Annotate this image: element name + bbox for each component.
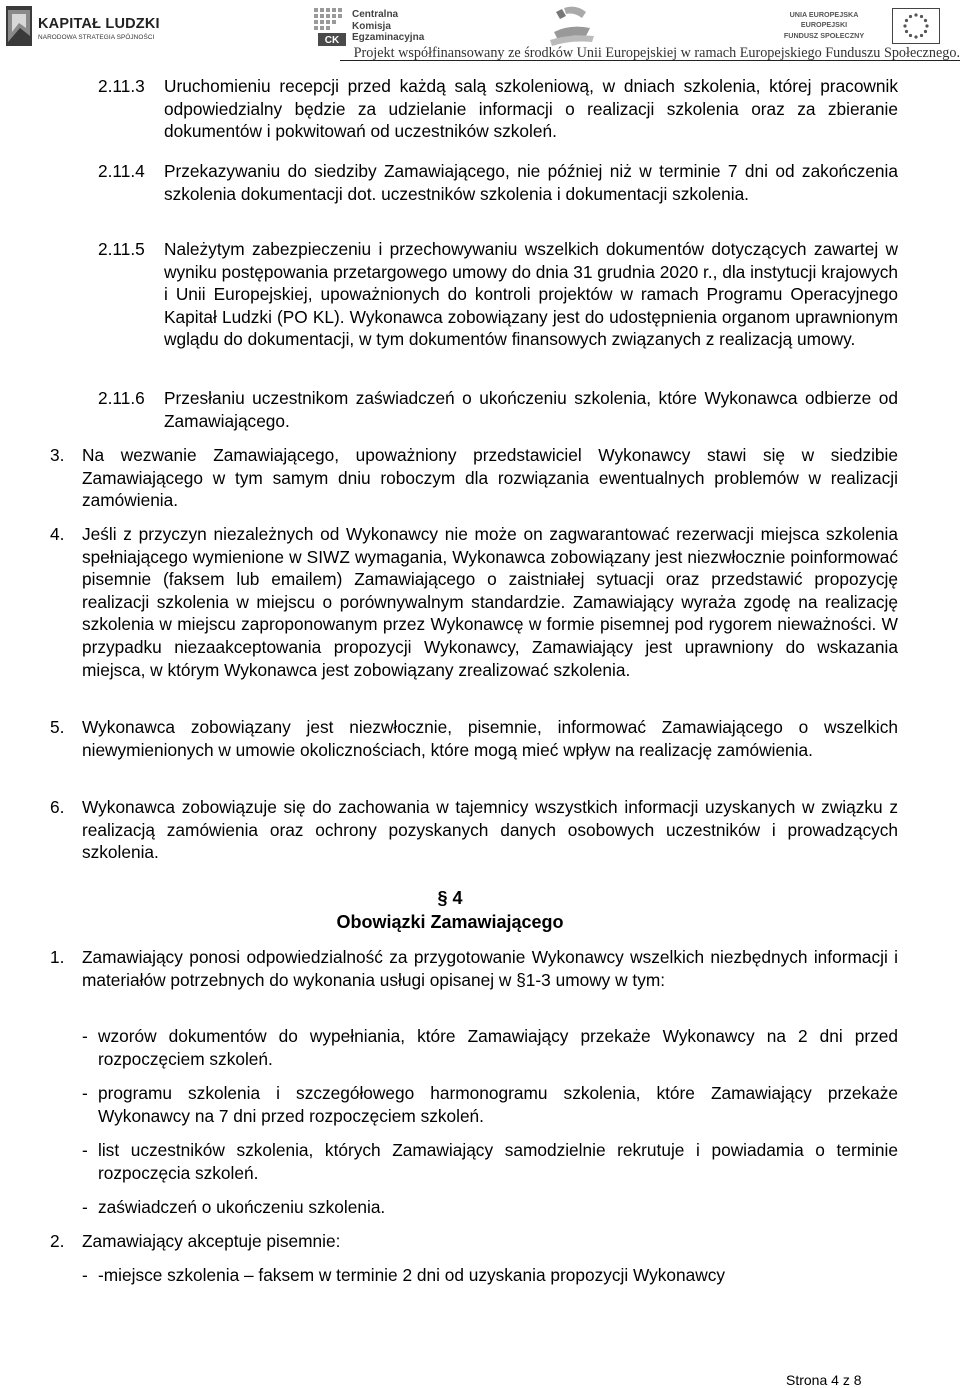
bullet-item: programu szkolenia i szczegółowego harmonogramu szkolenia, które Zamawiający przekaże Wykonawcy na 7 dni przed rozpoczęciem szkoleń. <box>98 1083 898 1126</box>
paragraph-number-5: 5. <box>50 717 65 737</box>
paragraph-number-3: 3. <box>50 445 65 465</box>
paragraph-text-5: Wykonawca zobowiązany jest niezwłocznie, pisemnie, informować Zamawiającego o wszelkich niewymienionych w umowie okolicznościach, które mogą mieć wpływ na realizację zamówienia. <box>82 717 898 760</box>
paragraph-number-4: 4. <box>50 524 65 544</box>
bullet-dash: - <box>82 1265 88 1285</box>
item-number-2-11-5: 2.11.5 <box>98 239 145 259</box>
bullet-item: list uczestników szkolenia, których Zamawiający samodzielnie rekrutuje i powiadamia o terminie rozpoczęcia szkoleń. <box>98 1140 898 1183</box>
bullet-item: zaświadczeń o ukończeniu szkolenia. <box>98 1197 386 1217</box>
project-cofinancing-line: Projekt współfinansowany ze środków Unii Europejskiej w ramach Europejskiego Funduszu Społecznego. <box>353 45 960 61</box>
bullet-item: wzorów dokumentów do wypełniania, które Zamawiający przekaże Wykonawcy na 2 dni przed rozpoczęciem szkoleń. <box>98 1026 898 1069</box>
cke-line-2: Komisja <box>352 20 391 32</box>
item-number-2-11-4: 2.11.4 <box>98 161 145 181</box>
eu-line-2: EUROPEJSKI <box>800 20 848 30</box>
item-text-2-11-5: Należytym zabezpieczeniu i przechowywaniu wszelkich dokumentów dotyczących zawartej w wyniku postępowania przetargowego umowy do dnia 31 grudnia 2020 r., dla instytucji krajowych i Unii Europejskiej, upoważnionych do kontroli projektów w ramach Programu Operacyjnego Kapitał Ludzki (PO KL). Wykonawca zobowiązany jest do udostępnienia organom uprawnionym wglądu do dokumentacji, w tym dokumentów finansowych związanych z realizacją umowy. <box>164 239 898 350</box>
section-number: § 4 <box>437 888 463 908</box>
kapital-ludzki-subtitle: NARODOWA STRATEGIA SPÓJNOŚCI <box>38 34 155 41</box>
bullet-dash: - <box>82 1140 88 1160</box>
section-paragraph-number-2: 2. <box>50 1231 65 1251</box>
item-number-2-11-3: 2.11.3 <box>98 76 145 96</box>
bullet-dash: - <box>82 1026 88 1046</box>
paragraph-number-6: 6. <box>50 797 65 817</box>
paragraph-text-4: Jeśli z przyczyn niezależnych od Wykonawcy nie może on zagwarantować rezerwacji miejsca szkolenia spełniającego wymienione w SIWZ wymagania, Wykonawca zobowiązany jest niezwłocznie poinformować pisemnie (faksem lub emailem) Zamawiającego o zaistniałej sytuacji oraz przedstawić propozycję realizacji szkolenia w miejscu o porównywalnym standardzie. Zamawiający wyraża zgodę na realizację szkolenia w miejscu zaproponowanym przez Wykonawcę w formie pisemnej pod rygorem nieważności. W przypadku niezaakceptowania propozycji Wykonawcy, Zamawiający jest uprawniony do wskazania miejsca, w którym Wykonawca jest zobowiązany zrealizować szkolenia. <box>82 524 898 680</box>
kapital-ludzki-title: KAPITAŁ LUDZKI <box>38 16 160 32</box>
paragraph-text-6: Wykonawca zobowiązuje się do zachowania w tajemnicy wszystkich informacji uzyskanych w związku z realizacją zamówienia oraz ochrony pozyskanych danych osobowych uczestników i prowadzących szkolenia. <box>82 797 898 863</box>
item-text-2-11-4: Przekazywaniu do siedziby Zamawiającego, nie później niż w terminie 7 dni od zakończenia szkolenia dokumentacji dot. uczestników szkolenia i dokumentacji szkolenia. <box>164 161 898 204</box>
bullet-item: -miejsce szkolenia – faksem w terminie 2 dni od uzyskania propozycji Wykonawcy <box>98 1265 726 1285</box>
page-number: Strona 4 z 8 <box>786 1372 862 1388</box>
section-title: Obowiązki Zamawiającego <box>336 912 564 932</box>
item-text-2-11-6: Przesłaniu uczestnikom zaświadczeń o ukończeniu szkolenia, które Wykonawca odbierze od Zamawiającego. <box>164 388 898 431</box>
svg-text:CK: CK <box>324 35 340 46</box>
section-paragraph-text-1: Zamawiający ponosi odpowiedzialność za przygotowanie Wykonawcy wszelkich niezbędnych informacji i materiałów potrzebnych do wykonania usługi opisanej w §1-3 umowy w tym: <box>82 947 898 990</box>
bullet-dash: - <box>82 1083 88 1103</box>
item-number-2-11-6: 2.11.6 <box>98 388 145 408</box>
section-paragraph-text-2: Zamawiający akceptuje pisemnie: <box>82 1231 341 1251</box>
paragraph-text-3: Na wezwanie Zamawiającego, upoważniony przedstawiciel Wykonawcy stawi się w siedzibie Zamawiającego w tym samym dniu roboczym dla rozwiązania ewentualnych problemów w realizacji zamówienia. <box>82 445 898 511</box>
section-paragraph-number-1: 1. <box>50 947 65 967</box>
cke-line-3: Egzaminacyjna <box>352 32 425 44</box>
cke-line-1: Centralna <box>352 9 399 20</box>
bullet-dash: - <box>82 1197 88 1217</box>
eu-line-1: UNIA EUROPEJSKA <box>789 10 859 19</box>
item-text-2-11-3: Uruchomieniu recepcji przed każdą salą szkoleniową, w dniach szkolenia, której pracownik odpowiedzialny będzie za udzielanie informacji o realizacji szkolenia oraz za zbieranie dokumentów i pokwitowań od uczestników szkoleń. <box>164 76 898 142</box>
eu-line-3: FUNDUSZ SPOŁECZNY <box>783 30 865 40</box>
